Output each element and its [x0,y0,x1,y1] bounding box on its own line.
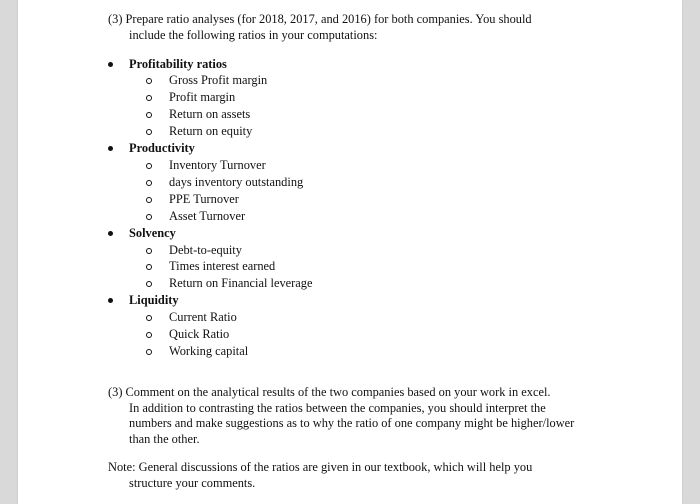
hollow-bullet-icon [146,281,152,287]
hollow-bullet-icon [146,163,152,169]
hollow-bullet-icon [146,332,152,338]
note-line-2: structure your comments. [129,475,256,490]
hollow-bullet-icon [146,112,152,118]
bullet-icon [108,298,113,303]
bullet-icon [108,62,113,67]
comment-line-1: (3) Comment on the analytical results of the two companies based on your work in excel. [108,385,551,399]
bullet-icon [108,146,113,151]
hollow-bullet-icon [146,129,152,135]
bullet-icon [108,231,113,236]
document-page: (3) Prepare ratio analyses (for 2018, 2017, and 2016) for both companies. You should include the following ratios in your computations: Profitability ratios Gross Profit margin Profit margin Return on assets Return on equity Productivity Inventory Turnover days inventory outstanding PPE Turnover Asset Turnover Solvency Debt-to-equity Times interest earned Return on Financial leverage Liquidity Current Ratio Quick Ratio Working capital (3) Comment on the analytical results of the two companies based on your work in excel. In addition to contrasting the ratios between the companies, you should interpret the numbers and make suggestions as to why the ratio of one company might be higher/lower than the other. Note: General discussions of the ratios are given in our textbook, which will help you structure your comments. [18,0,682,504]
intro-line-1: (3) Prepare ratio analyses (for 2018, 2017, and 2016) for both companies. You should [108,12,532,26]
hollow-bullet-icon [146,95,152,101]
hollow-bullet-icon [146,248,152,254]
note-paragraph [108,460,628,491]
hollow-bullet-icon [146,180,152,186]
hollow-bullet-icon [146,315,152,321]
hollow-bullet-icon [146,214,152,220]
comment-line-2: In addition to contrasting the ratios between the companies, you should interpret the [129,400,546,415]
hollow-bullet-icon [146,349,152,355]
hollow-bullet-icon [146,264,152,270]
note-line-1: Note: General discussions of the ratios are given in our textbook, which will help you [108,460,533,474]
intro-paragraph [108,12,628,43]
hollow-bullet-icon [146,197,152,203]
comment-paragraph [108,385,628,447]
intro-line-2: include the following ratios in your computations: [129,27,378,42]
hollow-bullet-icon [146,78,152,84]
comment-line-3: numbers and make suggestions as to why the ratio of one company might be higher/lower [129,416,575,430]
comment-line-4: than the other. [129,431,200,446]
